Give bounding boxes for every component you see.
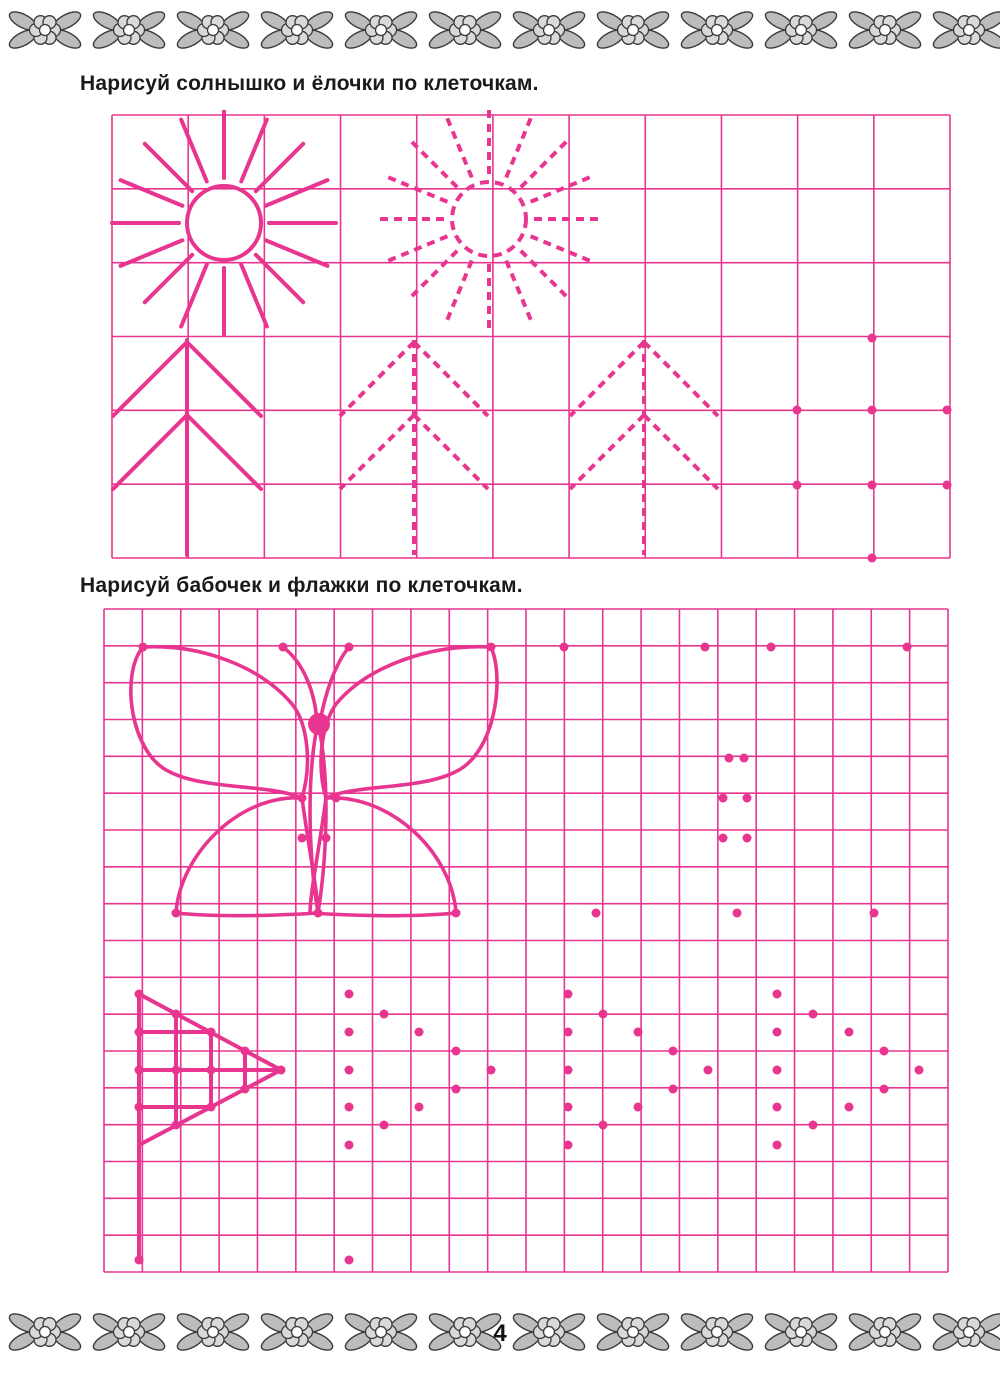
tree-guide-dot [868,334,877,343]
tree-guide-dot [868,406,877,415]
tree-guide-dot [793,481,802,490]
flag-guide-dot [564,1028,573,1037]
sun-solid-ray [121,180,183,206]
flower-ornament-icon [91,1310,168,1354]
flag-point [135,1103,144,1112]
sun-dashed-circle [452,182,526,256]
page-number: 4 [493,1320,507,1347]
butterfly-point [279,643,288,652]
flower-ornament-icon [763,1310,840,1354]
tree-guide-dot [868,481,877,490]
butterfly-guide-dot [767,643,776,652]
flag-guide-dot [345,1256,354,1265]
sun-and-trees-worksheet [0,110,1000,570]
butterfly-guide-dot [719,794,728,803]
flag-guide-dot [415,1028,424,1037]
flower-ornament-icon [7,8,84,52]
butterfly-guide-dot [719,834,728,843]
tree-dot-guides [793,334,952,563]
butterfly-guide-dot [592,909,601,918]
tree-dashed-1-branch-right [414,415,488,489]
butterfly-point [332,794,341,803]
flag-point [135,990,144,999]
flag-point [207,1066,216,1075]
butterfly-guide-dot [733,909,742,918]
butterfly-guide-dot [740,754,749,763]
butterfly-guide-dot [701,643,710,652]
flag-guide-dot [487,1066,496,1075]
flag-guide-dot [345,1066,354,1075]
flower-ornament-icon [595,1310,672,1354]
flag-point [207,1028,216,1037]
flag-guide-dot [380,1010,389,1019]
sun-dashed-ray [531,236,593,262]
flag-guide-dot [564,1103,573,1112]
butterfly-antenna-left [283,647,317,722]
tree-guide-dot [868,554,877,563]
sun-solid-ray [256,144,303,191]
flag-guide-dot [599,1121,608,1130]
ornament-center [544,25,555,36]
sun-solid-ray [181,265,207,327]
flag-point [277,1066,286,1075]
ornament-center [712,25,723,36]
flag-guide-dot [845,1103,854,1112]
flag-guide-dot [345,1103,354,1112]
flower-ornament-icon [175,8,252,52]
flower-ornament-icon [847,8,924,52]
sun-solid-ray [241,265,267,327]
ornament-center [376,25,387,36]
butterfly-wing-upper-right [321,647,497,798]
sun-dashed-ray [521,251,568,298]
flag-guide-dot [380,1121,389,1130]
flag-point [172,1010,181,1019]
butterfly-point [139,643,148,652]
flag-guide-dot [415,1103,424,1112]
tree-solid-branch-left [113,415,187,489]
flag-guide-dot [452,1047,461,1056]
flag-point [135,1028,144,1037]
sun-solid-ray [266,180,328,206]
butterflies-and-flags-worksheet [0,604,1000,1284]
tree-solid-branch-right [187,415,261,489]
flag-guide-dot [564,990,573,999]
butterfly-dot-guides [560,643,912,918]
butterfly-guide-dot [743,834,752,843]
ornament-center [124,1327,135,1338]
grid-2 [104,609,948,1272]
ornament-center [208,1327,219,1338]
flag-guide-dot [809,1121,818,1130]
ornament-center [292,25,303,36]
butterfly-guide-dot [870,909,879,918]
flag-dot-guides [345,990,924,1265]
tree-guide-dot [943,481,952,490]
flower-ornament-icon [931,8,1000,52]
flag-guide-dot [345,1141,354,1150]
butterfly-point [298,834,307,843]
tree-drawing-dashed-1 [340,340,488,555]
butterfly-point [487,643,496,652]
flag-guide-dot [845,1028,854,1037]
flag-guide-dot [809,1010,818,1019]
flag-guide-dot [773,1066,782,1075]
ornament-center [124,25,135,36]
butterfly-drawing-example [131,643,497,918]
flag-point [135,1256,144,1265]
flag-guide-dot [634,1103,643,1112]
flag-guide-dot [345,990,354,999]
sun-dashed-ray [506,261,532,323]
sun-solid-ray [181,120,207,182]
tree-dashed-2-branch-right [644,415,718,489]
ornament-center [544,1327,555,1338]
butterfly-point [298,794,307,803]
flag-point [135,1066,144,1075]
butterfly-point [345,643,354,652]
flower-ornament-icon [679,1310,756,1354]
ornament-center [796,25,807,36]
sun-solid-ray [241,120,267,182]
flower-ornament-icon [763,8,840,52]
flag-point [241,1047,250,1056]
ornament-center [292,1327,303,1338]
butterfly-guide-dot [743,794,752,803]
flag-point [172,1121,181,1130]
task1-instruction: Нарисуй солнышко и ёлочки по клеточкам. [80,72,539,95]
top-floral-border [0,0,1000,60]
sun-dashed-ray [506,116,532,178]
butterfly-point [322,834,331,843]
flag-guide-dot [915,1066,924,1075]
flag-guide-dot [669,1085,678,1094]
flag-guide-dot [345,1028,354,1037]
tree-dashed-2-branch-left [570,342,644,416]
flag-guide-dot [704,1066,713,1075]
sun-solid-ray [145,144,192,191]
butterfly-point [314,909,323,918]
butterfly-guide-dot [725,754,734,763]
tree-guide-dot [943,406,952,415]
flower-ornament-icon [259,8,336,52]
ornament-center [628,25,639,36]
flag-point [207,1103,216,1112]
flower-ornament-icon [91,8,168,52]
ornament-center [964,25,975,36]
ornament-center [712,1327,723,1338]
flower-ornament-icon [931,1310,1000,1354]
tree-solid-branch-right [187,342,261,416]
flag-guide-dot [773,1103,782,1112]
sun-dashed-ray [446,261,472,323]
flower-ornament-icon [847,1310,924,1354]
grid-1 [112,115,950,558]
ornament-center [40,1327,51,1338]
tree-dashed-1-branch-left [340,342,414,416]
butterfly-point [172,909,181,918]
ornament-center [460,1327,471,1338]
sun-dashed-ray [446,116,472,178]
flower-ornament-icon [175,1310,252,1354]
task2-instruction: Нарисуй бабочек и флажки по клеточкам. [80,574,523,597]
ornament-center [460,25,471,36]
ornament-center [880,25,891,36]
flag-guide-dot [599,1010,608,1019]
flower-ornament-icon [259,1310,336,1354]
flag-guide-dot [880,1047,889,1056]
flower-ornament-icon [679,8,756,52]
tree-drawing-dashed-2 [570,340,718,555]
ornament-center [40,25,51,36]
ornament-center [376,1327,387,1338]
flag-guide-dot [773,1141,782,1150]
ornament-center [628,1327,639,1338]
flag-drawing-example [135,990,286,1265]
flower-ornament-icon [343,1310,420,1354]
tree-solid-branch-left [113,342,187,416]
butterfly-wing-lower-right [310,798,456,916]
flag-guide-dot [564,1141,573,1150]
flag-guide-dot [773,1028,782,1037]
flower-ornament-icon [511,8,588,52]
flag-point [241,1085,250,1094]
tree-drawing-example [113,340,261,555]
flower-ornament-icon [427,8,504,52]
sun-solid-circle [187,186,261,260]
ornament-center [880,1327,891,1338]
tree-dashed-2-branch-right [644,342,718,416]
butterfly-wing-lower-left [176,798,318,916]
ornament-center [208,25,219,36]
flag-guide-dot [880,1085,889,1094]
sun-drawing-dashed [377,110,601,331]
tree-dashed-1-branch-left [340,415,414,489]
ornament-center [964,1327,975,1338]
flag-guide-dot [669,1047,678,1056]
flag-guide-dot [773,990,782,999]
tree-dashed-1-branch-right [414,342,488,416]
flower-ornament-icon [595,8,672,52]
flag-guide-dot [564,1066,573,1075]
flag-guide-dot [634,1028,643,1037]
tree-guide-dot [793,406,802,415]
butterfly-guide-dot [903,643,912,652]
butterfly-head [308,713,330,735]
flag-point [172,1066,181,1075]
sun-dashed-ray [521,140,568,187]
flag-guide-dot [452,1085,461,1094]
butterfly-point [452,909,461,918]
flower-ornament-icon [343,8,420,52]
butterfly-guide-dot [560,643,569,652]
flower-ornament-icon [7,1310,84,1354]
tree-dashed-2-branch-left [570,415,644,489]
ornament-center [796,1327,807,1338]
sun-drawing-example [112,111,336,335]
